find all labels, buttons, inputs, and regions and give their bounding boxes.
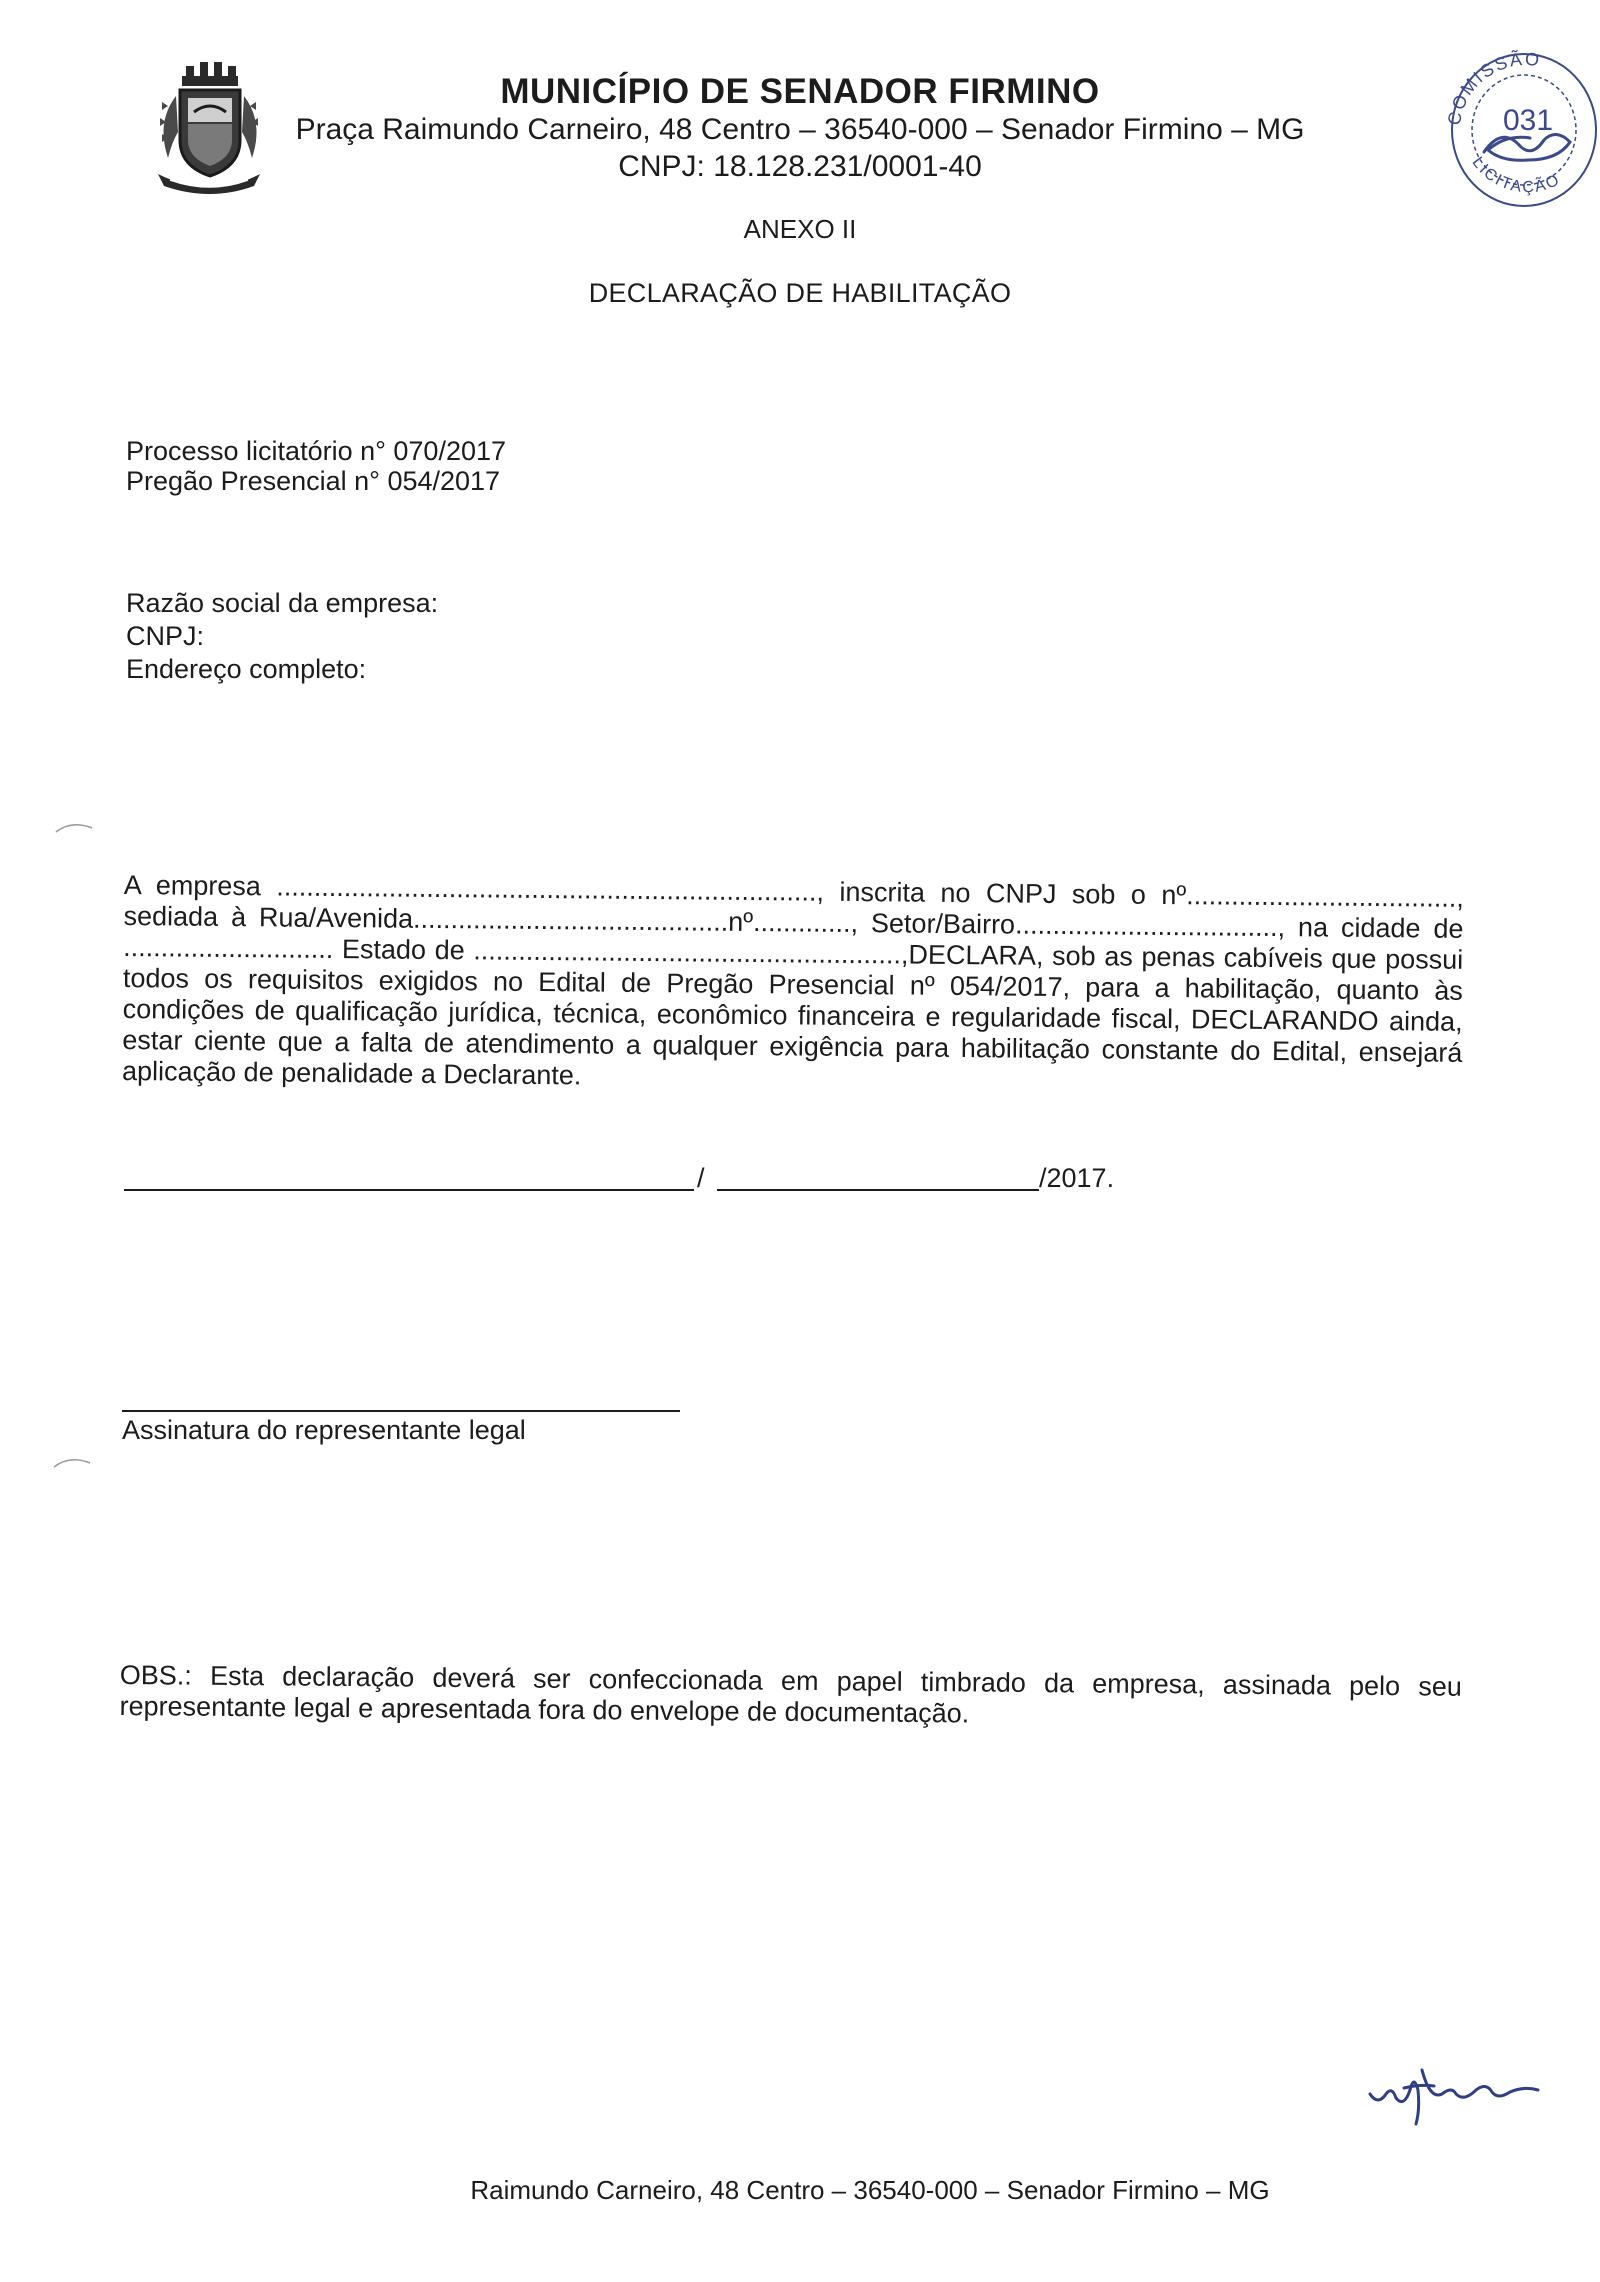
signature-line	[122, 1410, 680, 1412]
municipality-cnpj: CNPJ: 18.128.231/0001-40	[618, 150, 982, 183]
process-number: Processo licitatório n° 070/2017	[126, 436, 507, 466]
edge-scan-mark	[54, 820, 94, 834]
auction-number: Pregão Presencial n° 054/2017	[126, 466, 501, 496]
date-field	[124, 1163, 1115, 1203]
stamp-top-text: COMISSÃO	[1443, 48, 1543, 127]
date-location-line	[124, 1189, 694, 1191]
stamp-signature-scribble	[1484, 134, 1570, 160]
commission-stamp	[1432, 30, 1600, 218]
date-year: /2017.	[1039, 1163, 1115, 1193]
footer-address: Raimundo Carneiro, 48 Centro – 36540-000 – Senador Firmino – MG	[470, 2175, 1270, 2205]
company-address-label: Endereço completo:	[126, 654, 367, 684]
municipality-address: Praça Raimundo Carneiro, 48 Centro – 36540-000 – Senador Firmino – MG	[295, 113, 1305, 146]
edge-scan-mark	[52, 1455, 92, 1469]
observation-note: OBS.: Esta declaração deverá ser confeccionada em papel timbrado da empresa, assinada pelo seu representante legal e apresentada fora do envelope de documentação.	[119, 1660, 1462, 1729]
date-month-line	[717, 1189, 1039, 1191]
handwritten-initials	[1360, 2050, 1560, 2130]
annex-label: ANEXO II	[743, 214, 857, 244]
signature-label: Assinatura do representante legal	[122, 1415, 526, 1445]
company-cnpj-label: CNPJ:	[126, 621, 205, 651]
stamp-page-number: 031	[1502, 104, 1554, 137]
date-separator: /	[697, 1163, 705, 1193]
municipality-name: MUNICÍPIO DE SENADOR FIRMINO	[500, 72, 1100, 111]
company-name-label: Razão social da empresa:	[126, 588, 439, 618]
document-title: DECLARAÇÃO DE HABILITAÇÃO	[588, 278, 1012, 308]
stamp-bottom-text: LICITAÇÃO	[1468, 154, 1564, 197]
declaration-paragraph: A empresa ........................................................................, inscrita no CNPJ sob o nº...................................., sediada à Rua/Avenida..........................................nº............., Setor/Bairro..................................., na cidade de ............................ Estado de .........................................................,DECLARA, sob as penas cabíveis que possui todos os requisitos exigidos no Edital de Pregão Presencial nº 054/2017, para a habilitação, quanto às condições de qualificação jurídica, técnica, econômico financeira e regularidade fiscal, DECLARANDO ainda, estar ciente que a falta de atendimento a qualquer exigência para habilitação constante do Edital, ensejará aplicação de penalidade a Declarante.	[121, 870, 1464, 1091]
